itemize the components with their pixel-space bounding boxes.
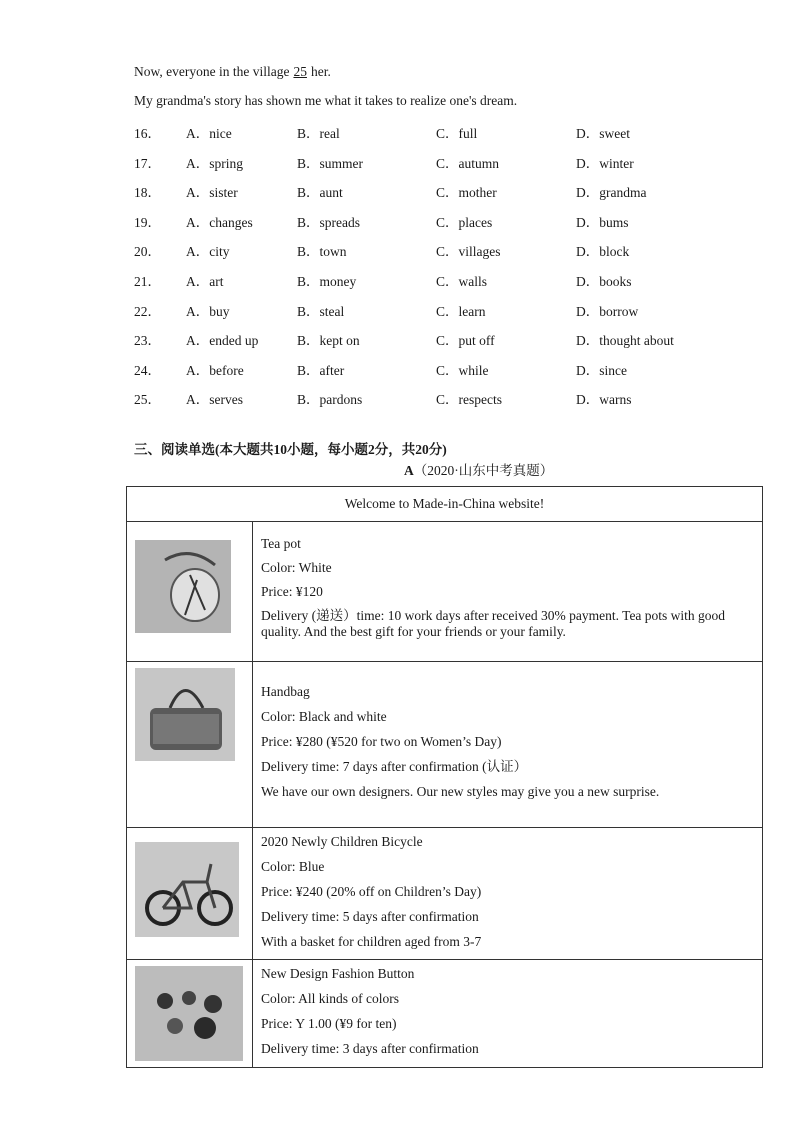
question-number: 24． — [134, 362, 161, 378]
question-row — [134, 152, 694, 170]
option-d: D．sweet — [576, 126, 630, 141]
option-a: A．spring — [186, 155, 243, 171]
option-d: D．borrow — [576, 303, 639, 319]
product-row-buttons — [127, 960, 763, 1068]
product-row-handbag — [127, 662, 763, 828]
table-header: Welcome to Made-in-China website! — [127, 487, 763, 522]
question-row — [134, 300, 694, 318]
passage-line-1-end: her. — [310, 64, 331, 79]
passage-letter: A — [404, 463, 414, 478]
option-c: C．villages — [436, 244, 501, 260]
option-a: A．changes — [186, 214, 253, 230]
option-d: D．winter — [576, 155, 634, 171]
product-info-bicycle — [253, 828, 763, 960]
product-price: Price: ¥280 (¥520 for two on Women’s Day) — [261, 734, 502, 749]
option-d: D．bums — [576, 214, 629, 230]
product-name: Handbag — [261, 684, 310, 699]
passage-line-1-start: Now, everyone in the village — [134, 64, 290, 79]
product-row-teapot — [127, 522, 763, 662]
product-color: Color: Black and white — [261, 709, 387, 724]
product-color: Color: Blue — [261, 859, 325, 874]
option-a: A．nice — [186, 126, 232, 141]
product-note: With a basket for children aged from 3-7 — [261, 934, 482, 949]
question-row — [134, 388, 694, 406]
question-row — [134, 329, 694, 347]
option-a: A．city — [186, 244, 230, 260]
option-b: B．aunt — [297, 185, 343, 201]
passage-line-1 — [134, 64, 331, 80]
question-row — [134, 122, 694, 140]
option-c: C．mother — [436, 185, 497, 201]
option-b: B．kept on — [297, 333, 360, 349]
option-b: B．real — [297, 126, 340, 141]
question-row — [134, 211, 694, 229]
option-b: B．spreads — [297, 214, 360, 230]
option-a: A．sister — [186, 185, 238, 201]
question-row — [134, 181, 694, 199]
product-color: Color: All kinds of colors — [261, 991, 399, 1006]
product-delivery: Delivery (递送）time: 10 work days after received 30% payment. Tea pots with good quality. And the best gift for your friends or your family. — [261, 608, 726, 639]
product-name: New Design Fashion Button — [261, 966, 415, 981]
option-a: A．art — [186, 274, 224, 289]
product-price: Price: ¥240 (20% off on Children’s Day) — [261, 884, 482, 899]
option-b: B．town — [297, 244, 347, 260]
option-c: C．full — [436, 126, 478, 141]
option-a: A．serves — [186, 392, 243, 408]
product-price: Price: ¥120 — [261, 584, 323, 599]
option-c: C．respects — [436, 392, 502, 408]
question-number: 17． — [134, 155, 161, 171]
product-name: 2020 Newly Children Bicycle — [261, 834, 423, 849]
product-delivery: Delivery time: 3 days after confirmation — [261, 1041, 479, 1056]
product-name: Tea pot — [261, 536, 301, 551]
product-note: We have our own designers. Our new styles may give you a new surprise. — [261, 784, 660, 799]
product-price: Price: Y 1.00 (¥9 for ten) — [261, 1016, 397, 1031]
product-row-bicycle — [127, 828, 763, 960]
option-d: D．warns — [576, 392, 632, 408]
question-number: 20． — [134, 244, 161, 260]
option-d: D．grandma — [576, 185, 647, 201]
passage-source-text: （2020·山东中考真题） — [413, 463, 554, 478]
product-color: Color: White — [261, 560, 332, 575]
question-number: 18． — [134, 185, 161, 201]
buttons-image — [135, 966, 243, 1061]
product-delivery: Delivery time: 7 days after confirmation (认证） — [261, 759, 528, 774]
product-info-teapot — [253, 522, 763, 662]
option-d: D．since — [576, 362, 627, 378]
question-number: 23． — [134, 333, 161, 349]
option-b: B．pardons — [297, 392, 363, 408]
option-c: C．walls — [436, 274, 488, 289]
option-c: C．places — [436, 214, 493, 230]
question-number: 25． — [134, 392, 161, 408]
handbag-image — [135, 668, 235, 761]
question-number: 16． — [134, 126, 161, 141]
option-a: A．buy — [186, 303, 230, 319]
question-row — [134, 240, 694, 258]
option-c: C．autumn — [436, 155, 499, 171]
product-info-buttons — [253, 960, 763, 1068]
product-info-handbag — [253, 662, 763, 828]
section-title: 三、阅读单选(本大题共10小题，每小题2分，共20分) — [134, 442, 447, 457]
option-a: A．ended up — [186, 333, 259, 349]
option-b: B．money — [297, 274, 357, 289]
option-c: C．put off — [436, 333, 495, 349]
question-number: 19． — [134, 214, 161, 230]
product-table — [126, 486, 763, 1068]
option-b: B．steal — [297, 303, 345, 319]
option-d: D．thought about — [576, 333, 674, 349]
option-d: D．books — [576, 274, 632, 289]
blank-25: 25 — [293, 64, 307, 79]
question-row — [134, 359, 694, 377]
product-delivery: Delivery time: 5 days after confirmation — [261, 909, 479, 924]
passage-source — [404, 459, 553, 479]
question-number: 21． — [134, 274, 161, 289]
option-b: B．summer — [297, 155, 363, 171]
option-a: A．before — [186, 362, 244, 378]
question-row — [134, 270, 694, 288]
option-c: C．while — [436, 362, 489, 378]
question-number: 22． — [134, 303, 161, 319]
option-c: C．learn — [436, 303, 486, 319]
teapot-image — [135, 540, 231, 633]
option-d: D．block — [576, 244, 630, 260]
bicycle-image — [135, 842, 239, 937]
option-b: B．after — [297, 362, 345, 378]
passage-line-2: My grandma's story has shown me what it takes to realize one's dream. — [134, 93, 518, 108]
